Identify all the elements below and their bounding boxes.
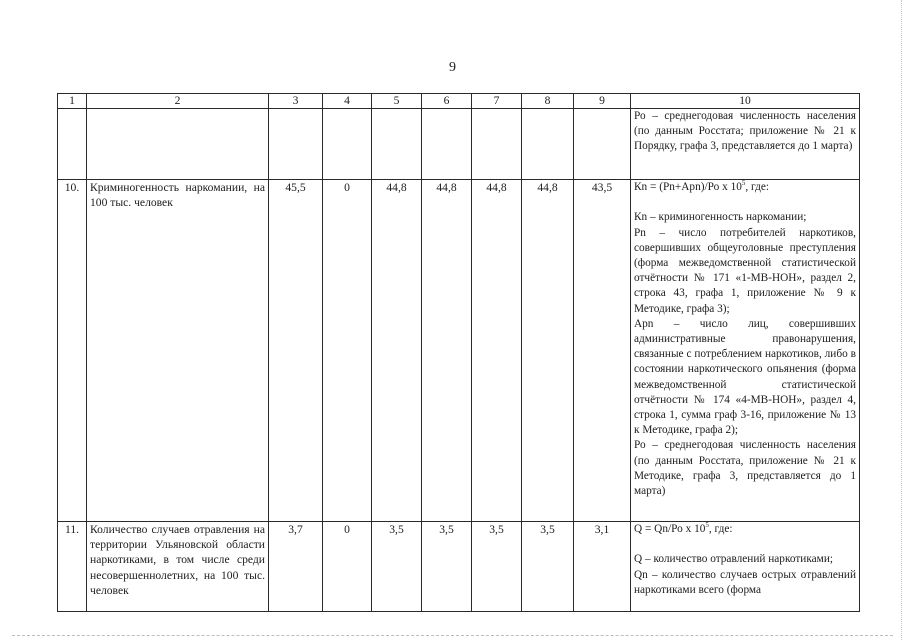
column-header: 10 xyxy=(631,94,860,109)
value-cell: 3,5 xyxy=(472,522,522,612)
description-paragraph: Q – количество отравлений наркотиками; xyxy=(634,553,834,566)
column-header: 3 xyxy=(269,94,323,109)
value-cell: 44,8 xyxy=(522,180,574,522)
indicators-table xyxy=(57,93,860,612)
description-paragraph: Qn – количество случаев острых отравлений наркотиками всего (форма xyxy=(634,568,856,596)
header-row xyxy=(58,94,860,109)
description-paragraph: Кn – криминогенность наркомании; xyxy=(634,211,807,224)
value-cell: 43,5 xyxy=(574,180,631,522)
description-paragraph: Рn – число потребителей наркотиков, совершивших общеуголовные преступления (форма межведомственной статистической отчётности № 171 «1-МВ-НОН», раздел 2, строка 43, графа 1, приложение № 9 к Методике, графа 3); xyxy=(634,226,856,315)
column-header: 7 xyxy=(472,94,522,109)
indicator-name: Количество случаев отравления на территории Ульяновской области наркотиками, в том числе среди несовершеннолетних, на 100 тыс. человек xyxy=(87,522,269,612)
column-header: 9 xyxy=(574,94,631,109)
description-cell xyxy=(631,180,860,522)
table-row xyxy=(58,522,860,612)
row-number: 11. xyxy=(58,522,87,612)
value-cell: 3,7 xyxy=(269,522,323,612)
description-cell xyxy=(631,522,860,612)
description-paragraph: Ро – среднегодовая численность населения (по данным Росстата; приложение № 21 к Порядку, графа 3, представляется до 1 марта) xyxy=(634,110,856,153)
value-cell: 44,8 xyxy=(472,180,522,522)
description-paragraph: Ро – среднегодовая численность населения (по данным Росстата, приложение № 21 к Методике, графа 3, представляется до 1 марта) xyxy=(634,439,856,498)
value-cell: 0 xyxy=(323,180,372,522)
value-cell: 3,5 xyxy=(372,522,422,612)
column-header: 6 xyxy=(422,94,472,109)
column-header: 8 xyxy=(522,94,574,109)
column-header: 2 xyxy=(87,94,269,109)
value-cell: 44,8 xyxy=(372,180,422,522)
formula: Q = Qn/Ро х $10^5$, где: xyxy=(634,521,733,535)
value-cell: 3,5 xyxy=(422,522,472,612)
indicator-name: Криминогенность наркомании, на 100 тыс. человек xyxy=(87,180,269,522)
table-row xyxy=(58,180,860,522)
column-header: 4 xyxy=(323,94,372,109)
page-number: 9 xyxy=(449,60,456,75)
description-cell xyxy=(631,109,860,180)
value-cell: 45,5 xyxy=(269,180,323,522)
scan-edge-right xyxy=(901,0,902,640)
column-header: 5 xyxy=(372,94,422,109)
table-row-continuation xyxy=(58,109,860,180)
formula: Кn = (Рn+Аpn)/Ро х $10^5$, где: xyxy=(634,179,769,193)
value-cell: 0 xyxy=(323,522,372,612)
row-number: 10. xyxy=(58,180,87,522)
value-cell: 44,8 xyxy=(422,180,472,522)
value-cell: 3,1 xyxy=(574,522,631,612)
scan-edge-bottom xyxy=(12,635,893,640)
column-header: 1 xyxy=(58,94,87,109)
value-cell: 3,5 xyxy=(522,522,574,612)
description-paragraph: Аpn – число лиц, совершивших административные правонарушения, связанные с потреблением наркотиков, либо в состоянии наркотического опьянения (форма межведомственной статистической отчётности № 174 «4-МВ-НОН», раздел 4, строка 1, сумма граф 3-16, приложение № 13 к Методике, графа 2); xyxy=(634,317,856,437)
